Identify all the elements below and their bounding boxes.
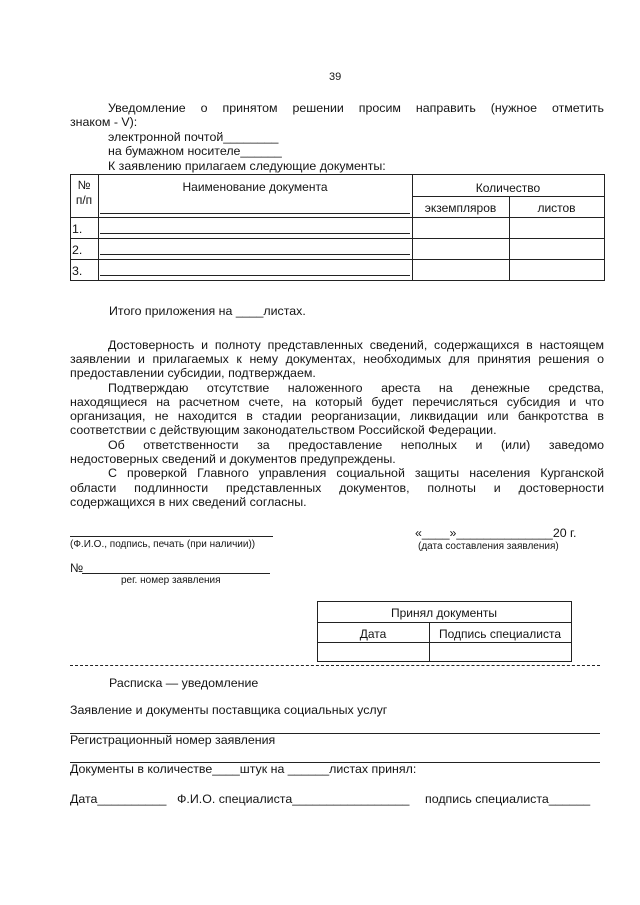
receipt-registration-line: Регистрационный номер заявления xyxy=(70,733,276,747)
receipt-quantity-line: Документы в количестве____штук на ______листах принял: xyxy=(70,762,417,776)
signature-caption: (Ф.И.О., подпись, печать (при наличии)) xyxy=(70,539,256,550)
col-copies-header: экземпляров xyxy=(424,201,497,215)
receipt-specialist-name-field[interactable]: Ф.И.О. специалиста_________________ xyxy=(177,792,410,806)
registration-number-prefix: № xyxy=(70,561,84,575)
statement-accuracy-line: предоставлении субсидии, подтверждаем. xyxy=(70,366,316,380)
col-number-header: № xyxy=(77,178,91,192)
received-signature-header: Подпись специалиста xyxy=(439,627,561,641)
table-row-number: 1. xyxy=(72,222,83,236)
table-row-number: 3. xyxy=(72,264,83,278)
notification-line-1: Уведомление о принятом решении просим направить (нужное отметить xyxy=(108,101,604,115)
statement-responsibility-line: Об ответственности за предоставление неполных и (или) заведомо xyxy=(108,438,604,452)
statement-verification-line: С проверкой Главного управления социальной защиты населения Курганской xyxy=(108,466,604,480)
received-table-title: Принял документы xyxy=(390,606,498,620)
col-sheets-header: листов xyxy=(537,201,576,215)
receipt-specialist-signature-field[interactable]: подпись специалиста______ xyxy=(425,792,591,806)
statement-accuracy-line: заявлении и прилагаемых к нему документах, необходимых для принятия решения о xyxy=(70,352,604,366)
statement-arrest-line: организация, не находится в стадии реорганизации, ликвидации или банкротства в xyxy=(70,409,604,423)
receipt-provider-line: Заявление и документы поставщика социальных услуг xyxy=(70,703,388,717)
attachments-intro: К заявлению прилагаем следующие документы: xyxy=(108,159,386,173)
receipt-date-field[interactable]: Дата__________ xyxy=(70,792,167,806)
statement-arrest-line: находящиеся на расчетном счете, на который будет перечисляться субсидия и что xyxy=(70,395,604,409)
col-number-header-2: п/п xyxy=(75,193,93,207)
option-paper: на бумажном носителе______ xyxy=(108,144,282,158)
total-attachments: Итого приложения на ____листах. xyxy=(109,304,306,318)
statement-verification-line: области подлинности представленных документов, полноты и достоверности xyxy=(70,481,604,495)
statement-arrest-line: Подтверждаю отсутствие наложенного ареста на денежные средства, xyxy=(108,381,604,395)
application-date-field[interactable]: «____»______________20 г. xyxy=(415,526,577,540)
option-email: электронной почтой________ xyxy=(108,130,279,144)
col-name-header: Наименование документа xyxy=(182,180,328,194)
tear-off-line xyxy=(70,665,600,666)
table-row-number: 2. xyxy=(72,243,83,257)
col-quantity-header: Количество xyxy=(475,181,541,195)
notification-line-2: знаком - V): xyxy=(70,115,138,129)
page-number: 39 xyxy=(329,71,342,83)
application-date-caption: (дата составления заявления) xyxy=(418,541,559,552)
statement-arrest-line: соответствии с действующим законодательством Российской Федерации. xyxy=(70,423,497,437)
registration-number-caption: рег. номер заявления xyxy=(121,575,221,586)
receipt-title: Расписка — уведомление xyxy=(109,676,259,690)
statement-accuracy-line: Достоверность и полноту представленных сведений, содержащихся в настоящем xyxy=(108,338,604,352)
received-date-header: Дата xyxy=(359,627,387,641)
statement-verification-line: содержащихся в них сведений согласны. xyxy=(70,495,307,509)
statement-responsibility-line: недостоверных сведений и документов предупреждены. xyxy=(70,452,396,466)
